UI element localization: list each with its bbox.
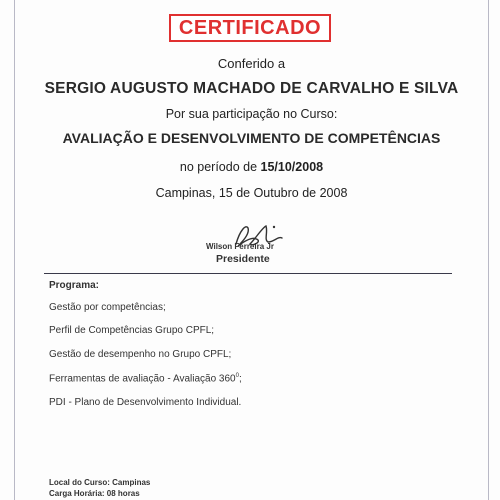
program-item: Gestão de desempenho no Grupo CPFL; xyxy=(49,349,232,360)
period-date: 15/10/2008 xyxy=(260,160,324,174)
degree-superscript: 0 xyxy=(235,373,239,379)
place-date: Campinas, 15 de Outubro de 2008 xyxy=(155,186,348,200)
program-item: Gestão por competências; xyxy=(49,302,166,313)
conferred-label: Conferido a xyxy=(217,56,286,71)
program-item-text: Ferramentas de avaliação - Avaliação 360 xyxy=(49,373,236,385)
program-title: Programa: xyxy=(49,280,100,291)
page-border-right xyxy=(488,0,489,500)
recipient-name: SERGIO AUGUSTO MACHADO DE CARVALHO E SILVA xyxy=(44,80,459,97)
period-prefix: no período de xyxy=(179,160,258,174)
signatory-role: Presidente xyxy=(216,253,270,265)
course-location: Local do Curso: Campinas xyxy=(49,478,151,487)
program-item-suffix: ; xyxy=(238,373,242,385)
participation-label: Por sua participação no Curso: xyxy=(165,107,338,121)
course-name: AVALIAÇÃO E DESENVOLVIMENTO DE COMPETÊNCIAS xyxy=(62,130,441,146)
course-hours: Carga Horária: 08 horas xyxy=(49,489,140,498)
signatory-name: Wilson Ferreira Jr xyxy=(206,242,274,251)
certificate-title: CERTIFICADO xyxy=(178,16,322,39)
certificate-title-box xyxy=(169,14,331,42)
program-item: Perfil de Competências Grupo CPFL; xyxy=(49,325,215,336)
program-item: PDI - Plano de Desenvolvimento Individual. xyxy=(49,397,242,408)
program-item xyxy=(49,373,242,384)
course-period xyxy=(15,160,488,174)
page-border-left xyxy=(14,0,15,500)
section-divider xyxy=(44,273,452,274)
